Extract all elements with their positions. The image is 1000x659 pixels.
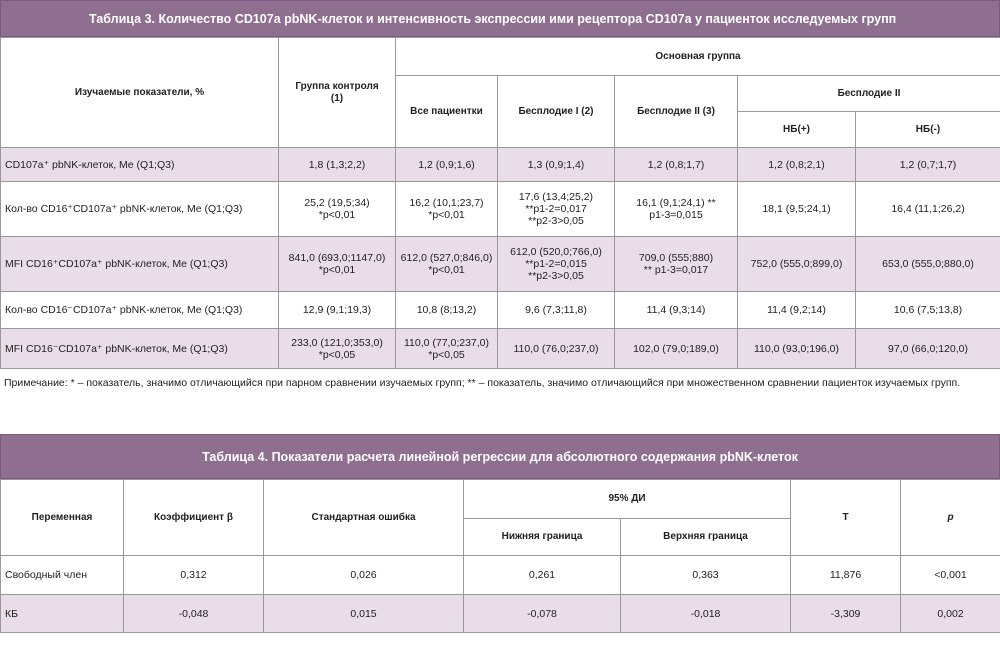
cell-control: 25,2 (19,5;34) *p<0,01 — [279, 182, 396, 237]
row-label: Кол-во CD16⁻CD107a⁺ pbNK-клеток, Me (Q1;Q3) — [1, 292, 279, 329]
cell-nbminus: 97,0 (66,0;120,0) — [856, 329, 1000, 369]
row-label: CD107a⁺ pbNK-клеток, Me (Q1;Q3) — [1, 148, 279, 182]
p-value: p1-3=0,015 — [649, 209, 703, 221]
p-value: *p<0,01 — [428, 264, 465, 276]
cell-upper: 0,363 — [621, 556, 791, 595]
cell-lower: -0,078 — [464, 595, 621, 633]
p-value: **p2-3>0,05 — [528, 270, 584, 282]
cell-se: 0,026 — [264, 556, 464, 595]
cell-inf2: 16,1 (9,1;24,1) ** p1-3=0,015 — [615, 182, 738, 237]
cell-all: 1,2 (0,9;1,6) — [396, 148, 498, 182]
table-row — [1, 148, 1000, 182]
table4 — [0, 479, 1000, 633]
cell-t: 11,876 — [791, 556, 901, 595]
table3 — [0, 37, 1000, 369]
cell-inf2: 709,0 (555;880) ** p1-3=0,017 — [615, 237, 738, 292]
p-value: *p<0,01 — [428, 209, 465, 221]
table-row — [1, 237, 1000, 292]
cell-nbplus: 1,2 (0,8;2,1) — [738, 148, 856, 182]
p-value: **p1-2=0,017 — [525, 203, 587, 215]
header-se: Стандартная ошибка — [264, 480, 464, 556]
cell-all: 612,0 (527,0;846,0) *p<0,01 — [396, 237, 498, 292]
cell-var: Свободный член — [1, 556, 124, 595]
p-value: **p2-3>0,05 — [528, 215, 584, 227]
header-p: p — [901, 480, 1000, 556]
cell-upper: -0,018 — [621, 595, 791, 633]
header-variable: Переменная — [1, 480, 124, 556]
header-all-patients: Все пациентки — [396, 76, 498, 148]
header-upper: Верхняя граница — [621, 519, 791, 556]
cell-all: 110,0 (77,0;237,0) *p<0,05 — [396, 329, 498, 369]
cell-control: 12,9 (9,1;19,3) — [279, 292, 396, 329]
cell-se: 0,015 — [264, 595, 464, 633]
cell-nbminus: 16,4 (11,1;26,2) — [856, 182, 1000, 237]
p-value: **p1-2=0,015 — [525, 258, 587, 270]
cell-inf1: 612,0 (520,0;766,0) **p1-2=0,015 **p2-3>0,05 — [498, 237, 615, 292]
header-nb-plus: НБ(+) — [738, 112, 856, 148]
cell-nbminus: 10,6 (7,5;13,8) — [856, 292, 1000, 329]
header-infertility1: Бесплодие I (2) — [498, 76, 615, 148]
cell-inf1: 110,0 (76,0;237,0) — [498, 329, 615, 369]
p-value: ** p1-3=0,017 — [643, 264, 709, 276]
header-infertility2-3: Бесплодие II (3) — [615, 76, 738, 148]
cell-all: 10,8 (8;13,2) — [396, 292, 498, 329]
row-label: Кол-во CD16⁺CD107a⁺ pbNK-клеток, Me (Q1;Q3) — [1, 182, 279, 237]
table-row — [1, 292, 1000, 329]
cell-control: 233,0 (121,0;353,0) *p<0,05 — [279, 329, 396, 369]
table4-title: Таблица 4. Показатели расчета линейной регрессии для абсолютного содержания pbNK-клеток — [0, 434, 1000, 479]
cell-control: 1,8 (1,3;2,2) — [279, 148, 396, 182]
header-indicator: Изучаемые показатели, % — [1, 38, 279, 148]
cell-nbplus: 110,0 (93,0;196,0) — [738, 329, 856, 369]
header-ci: 95% ДИ — [464, 480, 791, 519]
header-t: T — [791, 480, 901, 556]
cell-inf1: 1,3 (0,9;1,4) — [498, 148, 615, 182]
header-coef: Коэффициент β — [124, 480, 264, 556]
p-value: *p<0,01 — [318, 209, 356, 221]
cell-inf1: 9,6 (7,3;11,8) — [498, 292, 615, 329]
table3-title: Таблица 3. Количество CD107a pbNK-клеток и интенсивность экспрессии ими рецептора CD107a у пациенток исследуемых групп — [0, 0, 1000, 37]
cell-nbplus: 11,4 (9,2;14) — [738, 292, 856, 329]
cell-nbminus: 1,2 (0,7;1,7) — [856, 148, 1000, 182]
cell-nbplus: 18,1 (9,5;24,1) — [738, 182, 856, 237]
header-infertility2: Бесплодие II — [738, 76, 1000, 112]
table-row — [1, 182, 1000, 237]
header-nb-minus: НБ(-) — [856, 112, 1000, 148]
header-lower: Нижняя граница — [464, 519, 621, 556]
row-label: MFI CD16⁺CD107a⁺ pbNK-клеток, Me (Q1;Q3) — [1, 237, 279, 292]
table-row — [1, 595, 1000, 633]
cell-nbplus: 752,0 (555,0;899,0) — [738, 237, 856, 292]
header-control: Группа контроля (1) — [279, 38, 396, 148]
p-value: *p<0,05 — [318, 348, 356, 361]
cell-control: 841,0 (693,0;1147,0) *p<0,01 — [279, 237, 396, 292]
cell-t: -3,309 — [791, 595, 901, 633]
cell-coef: -0,048 — [124, 595, 264, 633]
cell-inf2: 11,4 (9,3;14) — [615, 292, 738, 329]
cell-coef: 0,312 — [124, 556, 264, 595]
header-main-group: Основная группа — [396, 38, 1000, 76]
cell-inf2: 1,2 (0,8;1,7) — [615, 148, 738, 182]
table3-note: Примечание: * – показатель, значимо отличающийся при парном сравнении изучаемых групп; ** – показатель, значимо отличающийся при множественном сравнении пациенток изучаемых групп. — [4, 377, 961, 389]
table-row — [1, 329, 1000, 369]
row-label: MFI CD16⁻CD107a⁺ pbNK-клеток, Me (Q1;Q3) — [1, 329, 279, 369]
cell-nbminus: 653,0 (555,0;880,0) — [856, 237, 1000, 292]
p-value: *p<0,05 — [428, 348, 465, 361]
cell-inf2: 102,0 (79,0;189,0) — [615, 329, 738, 369]
p-value: *p<0,01 — [318, 264, 356, 276]
cell-p: <0,001 — [901, 556, 1000, 595]
cell-all: 16,2 (10,1;23,7) *p<0,01 — [396, 182, 498, 237]
cell-lower: 0,261 — [464, 556, 621, 595]
cell-var: КБ — [1, 595, 124, 633]
cell-p: 0,002 — [901, 595, 1000, 633]
table-row — [1, 556, 1000, 595]
cell-inf1: 17,6 (13,4;25,2) **p1-2=0,017 **p2-3>0,05 — [498, 182, 615, 237]
spacer — [0, 407, 1000, 434]
